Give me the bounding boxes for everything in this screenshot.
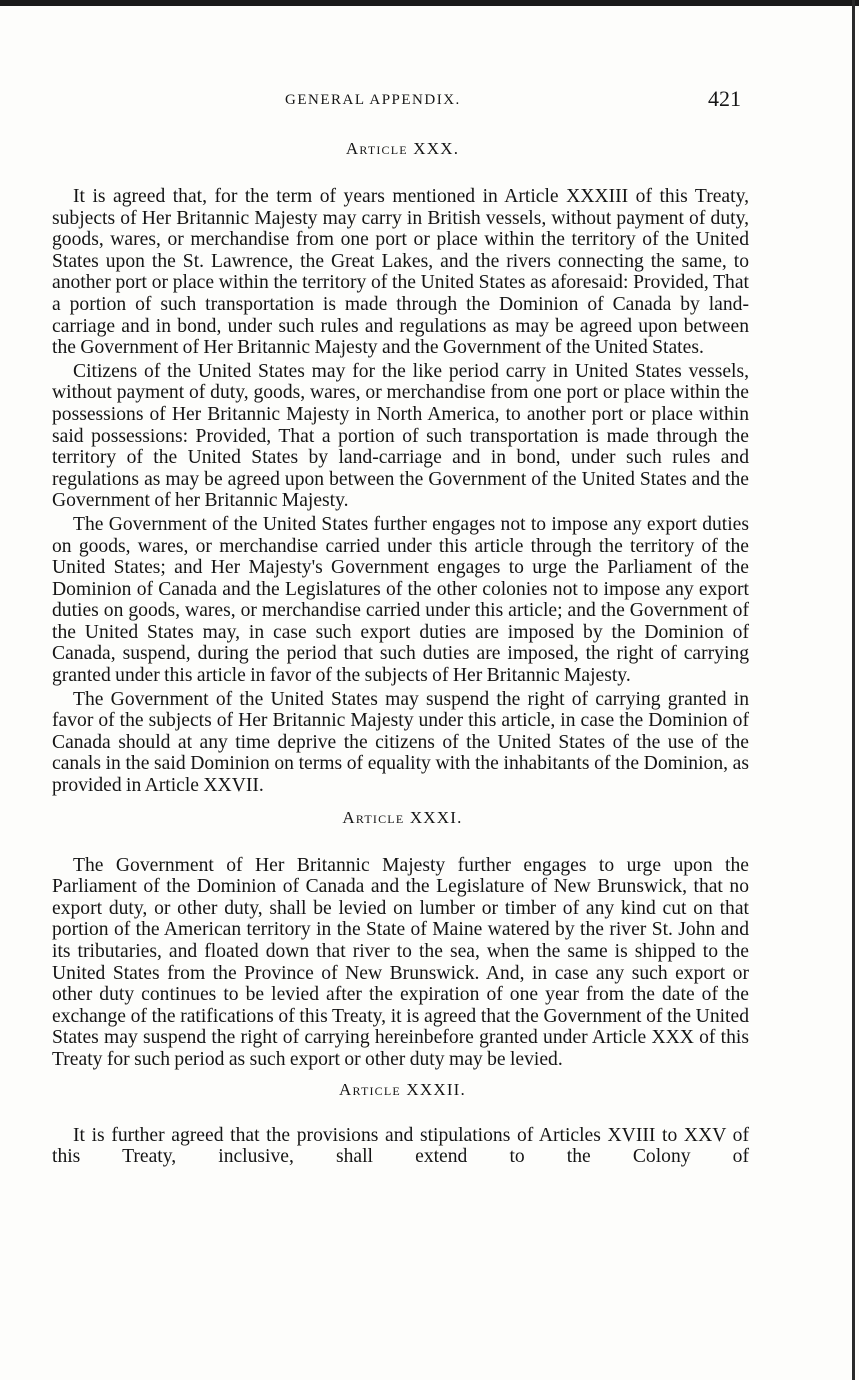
article-30-paragraph-4: The Government of the United States may suspend the right of carrying granted in favor of the subjects of Her Britannic Majesty under this article, in case the Dominion of Canada should at any time deprive the citizens of the United States of the use of the canals in the said Dominion on terms of equality with the inhabitants of the Dominion, as provided in Article XXVII. bbox=[52, 688, 749, 797]
article-30-paragraph-2: Citizens of the United States may for the like period carry in United States vessels, without payment of duty, goods, wares, or merchandise from one port or place within the possessions of Her Britannic Majesty in North America, to another port or place within said possessions: Provided, That a portion of such transportation is made through the territory of the United States by land-carriage and in bond, under such rules and regulations as may be agreed upon between the Government of the United States and the Government of her Britannic Majesty. bbox=[52, 360, 749, 512]
top-edge-rule bbox=[0, 0, 859, 6]
running-head: GENERAL APPENDIX. bbox=[285, 92, 461, 108]
article-30-heading: Article XXX. bbox=[345, 139, 460, 158]
article-32-heading: Article XXXII. bbox=[338, 1079, 466, 1099]
main-text bbox=[52, 130, 749, 1170]
article-31-heading: Article XXXI. bbox=[342, 807, 463, 827]
article-30-paragraph-3: The Government of the United States further engages not to impose any export duties on goods, wares, or merchandise carried under this article through the territory of the United States; and Her Majesty's Government engages to urge the Parliament of the Dominion of Canada and the Legislatures of the other colonies not to impose any export duties on goods, wares, or merchandise carried under this article; and the Government of the United States may, in case such export duties are imposed by the Dominion of Canada, suspend, during the period that such duties are imposed, the right of carrying granted under this article in favor of the subjects of Her Britannic Majesty. bbox=[52, 513, 749, 687]
page-number: 421 bbox=[708, 86, 741, 111]
article-31-paragraph-1: The Government of Her Britannic Majesty further engages to urge upon the Parliament of the Dominion of Canada and the Legislature of New Brunswick, that no export duty, or other duty, shall be levied on lumber or timber of any kind cut on that portion of the American territory in the State of Maine watered by the river St. John and its tributaries, and floated down that river to the sea, when the same is shipped to the United States from the Province of New Brunswick. And, in case any such export or other duty continues to be levied after the expiration of one year from the date of the exchange of the ratifications of this Treaty, it is agreed that the Government of the United States may suspend the right of carrying hereinbefore granted under Article XXX of this Treaty for such period as such export or other duty may be levied. bbox=[52, 854, 749, 1070]
page-edge-rule bbox=[852, 0, 855, 1380]
article-32-paragraph-1: It is further agreed that the provisions and stipulations of Articles XVIII to XXV of this Treaty, inclusive, shall extend to the Colony of bbox=[52, 1124, 749, 1168]
article-30-paragraph-1: It is agreed that, for the term of years mentioned in Article XXXIII of this Treaty, subjects of Her Britannic Majesty may carry in British vessels, without payment of duty, goods, wares, or merchandise from one port or place within the territory of the United States upon the St. Lawrence, the Great Lakes, and the rivers connecting the same, to another port or place within the territory of the United States as aforesaid: Provided, That a portion of such transportation is made through the Dominion of Canada by land-carriage and in bond, under such rules and regulations as may be agreed upon between the Government of Her Britannic Majesty and the Government of the United States. bbox=[52, 186, 749, 359]
